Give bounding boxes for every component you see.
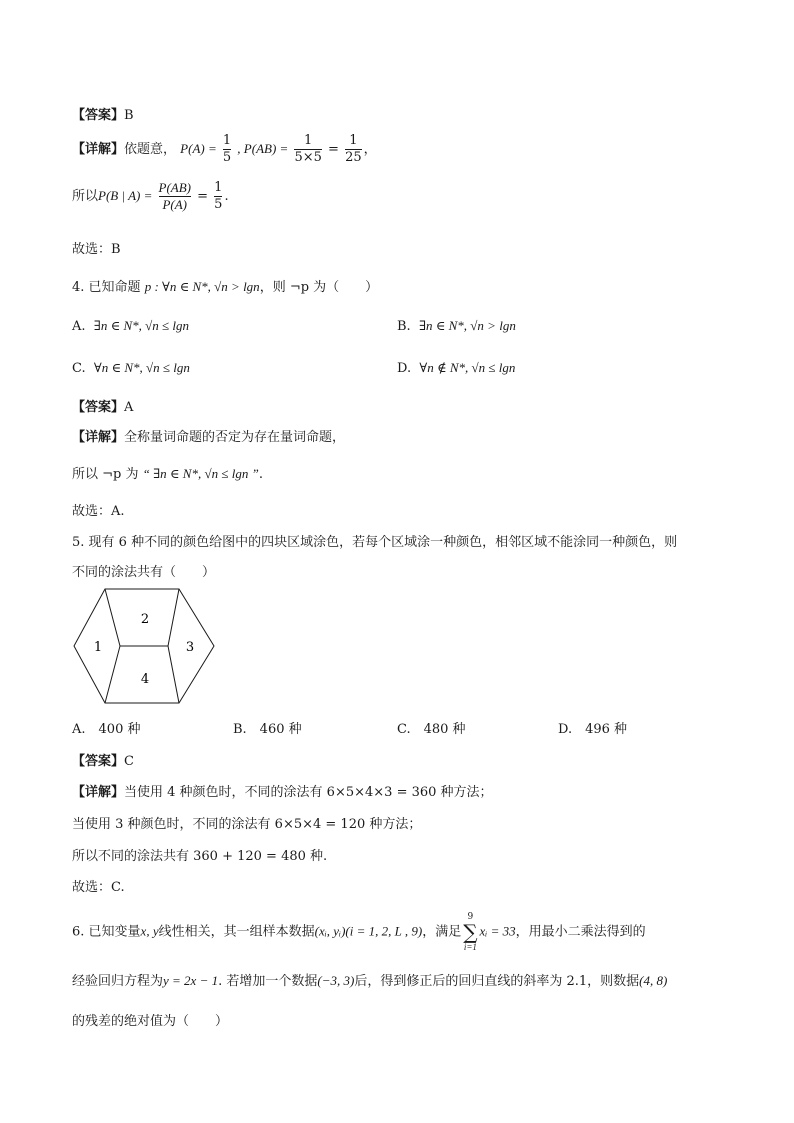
pa-fraction [223,133,231,166]
comma: ， [363,142,377,157]
q4-choice-line: 故选：A. [72,504,125,519]
q5-stem-line-2: 不同的涂法共有（ ） [72,565,216,580]
cond-den: P(A) [159,196,191,213]
cond-res-den: 5 [214,197,223,212]
cond-equals: = [197,189,209,204]
q4-option-b [397,318,516,334]
cond-result-fraction [214,180,222,213]
q6-stem-1g: ，用最小二乘法得到的 [515,924,646,940]
answer-value: A [124,400,134,415]
q6-stem-1a: 6. 已知变量 [72,924,141,940]
hexagon-region-diagram [70,584,220,710]
q4-stem [72,276,378,295]
option-label: D. [397,361,412,376]
q3-answer-line [72,104,134,123]
q6-sample-data: (xᵢ, yᵢ)(i = 1, 2, L , 9) [314,923,423,939]
q5-detail-line-3: 所以不同的涂法共有 360 + 120 = 480 种. [72,849,328,864]
q6-sum-expr: xᵢ = 33 [479,923,516,939]
pa-num: 1 [222,133,232,148]
divider-left-bottom [105,646,120,703]
pab-fraction [294,133,321,166]
q4-option-a [72,318,189,334]
detail-text: 全称量词命题的否定为存在量词命题， [124,430,346,445]
detail-tag: 【详解】 [72,430,125,445]
pab-num: 1 [304,133,313,148]
q5-detail-line-2: 当使用 3 种颜色时，不同的涂法有 6×5×4 = 120 种方法； [72,817,422,832]
res-den: 25 [345,150,362,165]
q4-stem-a: 4. 已知命题 [72,280,141,295]
q4-stem-p: p : ∀n ∈ N*, √n > lgn [144,279,260,294]
region-label-4: 4 [140,672,150,687]
sum-top: 9 [467,912,474,922]
q5-option-d: D. 496 种 [558,722,628,737]
option-label: A. [72,319,86,334]
q5-stem-line-1: 5. 现有 6 种不同的颜色给图中的四块区域涂色，若每个区域涂一种颜色，相邻区域不能涂同一种颜色，则 [72,535,678,550]
cond-fraction [159,180,191,213]
region-label-1: 1 [93,640,103,655]
q6-stem-line-2 [72,970,667,989]
option-expr: ∀n ∉ N*, √n ≤ lgn [419,360,516,375]
q5-option-b: B. 460 种 [233,722,302,737]
summation-symbol [463,912,477,952]
q5-option-c: C. 480 种 [397,722,466,737]
cond-num: P(AB) [158,180,191,195]
option-expr: ∃n ∈ N*, √n ≤ lgn [93,318,190,333]
q3-detail-line [72,133,377,166]
q6-stem-1c: 线性相关，其一组样本数据 [158,924,315,940]
period: . [224,189,229,204]
detail-intro: 依题意， [124,142,177,157]
pa-den: 5 [222,150,232,165]
q6-stem-2a: 经验回归方程为 [72,974,164,989]
answer-value: B [124,108,134,123]
q4-option-c [72,360,190,376]
divider-right-top [168,589,179,646]
q6-stem-line-3: 的残差的绝对值为（ ） [72,1014,229,1029]
detail-tag: 【详解】 [72,142,125,157]
cond-res-num: 1 [214,180,223,195]
q3-choice-line: 故选：B [72,242,121,257]
q6-added-point: (−3, 3) [317,973,355,988]
q6-data-point: (4, 8) [639,973,668,988]
answer-tag: 【答案】 [72,108,125,123]
result-fraction [345,133,362,166]
q5-detail-line-1 [72,781,493,800]
q6-stem-2e: 后，得到修正后的回归直线的斜率为 2.1，则数据 [354,974,640,989]
q3-conditional-line [72,180,229,213]
q4-so-line [72,463,263,482]
so-text: 所以 [72,189,99,204]
region-label-3: 3 [185,640,195,655]
so-text: 所以 ¬p 为 [72,467,139,482]
cond-lhs: P(B | A) = [98,188,153,203]
q6-stem-2c: . 若增加一个数据 [218,974,318,989]
detail-tag: 【详解】 [72,785,125,800]
option-expr: ∃n ∈ N*, √n > lgn [418,318,516,333]
sum-bottom: i=1 [463,942,477,952]
res-num: 1 [349,133,358,148]
q6-stem-line-1 [72,912,646,952]
pab-den: 5×5 [294,150,322,165]
region-label-2: 2 [140,612,150,627]
detail-text: 当使用 4 种颜色时，不同的涂法有 6×5×4×3 = 360 种方法； [124,785,493,800]
answer-tag: 【答案】 [72,400,125,415]
so-expr: “ ∃n ∈ N*, √n ≤ lgn ” [142,466,259,481]
pab-lhs: , P(AB) = [237,141,289,156]
q5-answer-line [72,750,134,769]
pa-lhs: P(A) = [180,141,217,156]
divider-right-bottom [168,646,179,703]
q6-stem-1e: ，满足 [422,924,462,940]
q6-variables: x, y [140,923,159,939]
option-label: B. [397,319,411,334]
sum-sigma: ∑ [463,920,478,944]
divider-left-top [105,589,120,646]
option-expr: ∀n ∈ N*, √n ≤ lgn [93,360,190,375]
answer-tag: 【答案】 [72,754,125,769]
q4-stem-b: ，则 ¬p 为（ ） [259,280,379,295]
option-label: C. [72,361,86,376]
q4-answer-line [72,396,133,415]
q6-regression-eq: y = 2x − 1 [163,973,219,988]
q4-detail-line [72,426,345,445]
q5-option-a: A. 400 种 [72,722,141,737]
equals-sign: = [328,142,339,157]
q5-choice-line: 故选：C. [72,880,125,895]
q4-option-d [397,360,515,376]
answer-value: C [124,754,134,769]
so-end: . [258,467,263,482]
